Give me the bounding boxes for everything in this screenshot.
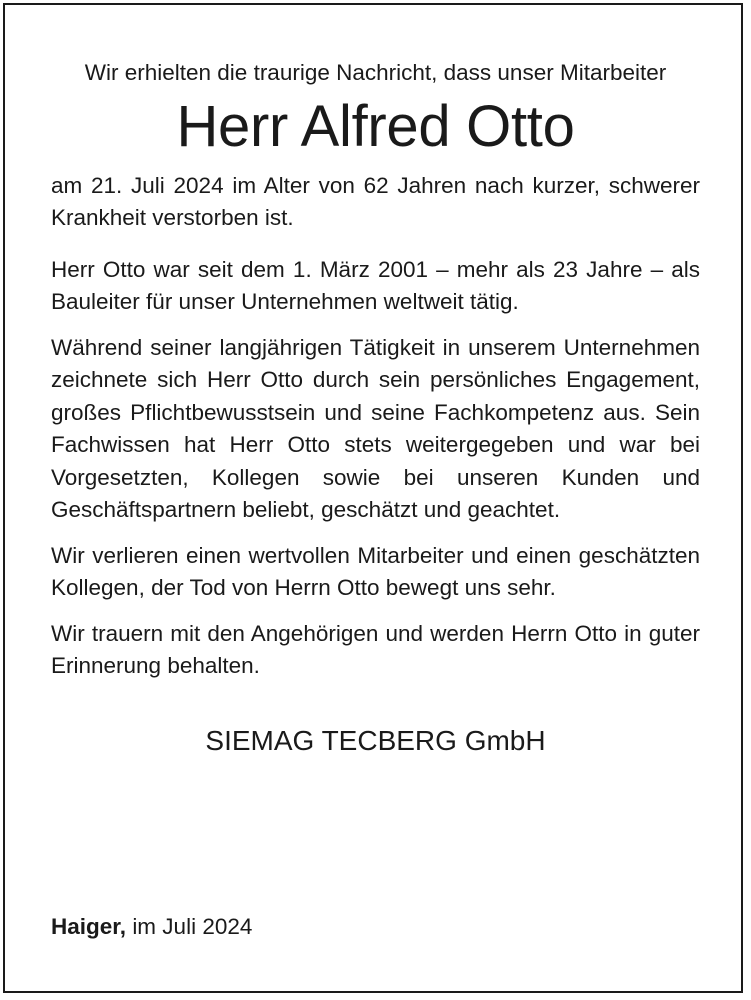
death-info-text: am 21. Juli 2024 im Alter von 62 Jahren nach kurzer, schwerer Krankheit verstorben ist. [51,172,700,230]
paragraph-tribute: Während seiner langjährigen Tätigkeit in unserem Unternehmen zeichnete sich Herr Otto durch sein persönliches Engagement, großes Pflichtbewusstsein und seine Fachkompetenz aus. Sein Fachwissen hat Herr Otto stets weitergegeben und war bei Vorgesetzten, Kollegen sowie bei unseren Kunden und Geschäftspartnern beliebt, geschätzt und geachtet. [51,334,700,522]
deceased-name: Herr Alfred Otto [176,93,575,159]
place-name: Haiger, [51,914,127,939]
paragraph-career: Herr Otto war seit dem 1. März 2001 – mehr als 23 Jahre – als Bauleiter für unser Unternehmen weltweit tätig. [51,256,700,314]
place-date-line [51,912,252,942]
company-name: SIEMAG TECBERG GmbH [205,724,546,756]
paragraph-loss: Wir verlieren einen wertvollen Mitarbeiter und einen geschätzten Kollegen, der Tod von Herrn Otto bewegt uns sehr. [51,542,700,600]
notice-date: im Juli 2024 [132,914,253,939]
paragraph-mourning: Wir trauern mit den Angehörigen und werden Herrn Otto in guter Erinnerung behalten. [51,620,700,678]
obituary-notice [51,57,700,759]
intro-text: Wir erhielten die traurige Nachricht, dass unser Mitarbeiter [84,60,667,85]
